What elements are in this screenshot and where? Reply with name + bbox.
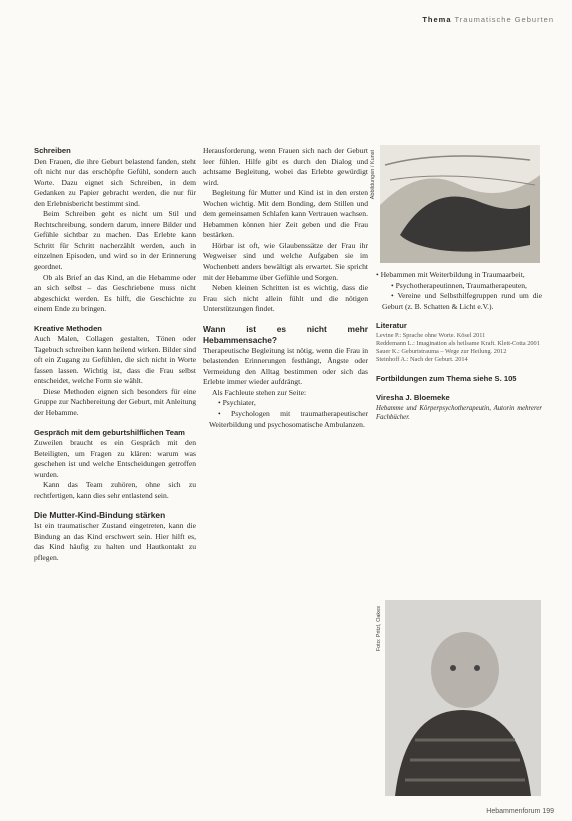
photo-credit: Abbildungen / Kunst [370, 150, 376, 200]
bullet-item: • Psychiater, [218, 398, 256, 408]
literature-list [376, 332, 542, 365]
author-bio: Hebamme und Körperpsychotherapeutin, Autorin mehrerer Fachbücher. [376, 404, 542, 421]
paragraph: Ob als Brief an das Kind, an die Hebamme oder an sich selbst – das Geschriebene muss nicht abgeschickt werden. Es hilft, die Geschichte zu einem Ende zu bringen. [34, 272, 196, 314]
literature-item: Levine P.: Sprache ohne Worte. Kösel 2011 [376, 331, 486, 339]
paragraph: Den Frauen, die ihre Geburt belastend fanden, steht oft nicht nur das erschöpfte Gefühl, sondern auch Worte. Dazu eignet sich Schreiben, in dem Gedanken zu Papier gebracht werden, die nur für den Erlebnisbericht bestimmt sind. [34, 156, 196, 208]
heading-literatur: Literatur [376, 321, 407, 331]
paragraph: Kann das Team zuhören, ohne sich zu rechtfertigen, kann dies sehr entlastend sein. [34, 480, 196, 500]
paragraph: Auch Malen, Collagen gestalten, Tönen oder Tagebuch schreiben kann heilend wirken. Bilder sind oft ein Zugang zu Gefühlen, die sich nicht in Worte fassen lassen. Wichtig ist, dass die Frau selbst entscheidet, welche Form sie wählt. [34, 334, 196, 386]
paragraph: Herausforderung, wenn Frauen sich nach der Geburt leer fühlen. Hilfe gibt es durch den Dialog und achtsame Begleitung, wobei das Erlebte gewürdigt wird. [203, 146, 368, 187]
bullet-item: • Hebammen mit Weiterbildung in Traumaarbeit, [376, 270, 525, 279]
author-name: Viresha J. Bloemeke [376, 393, 450, 402]
paragraph: Beim Schreiben geht es nicht um Stil und Rechtschreibung, sondern darum, innere Bilder und Gefühle sichtbar zu machen. Das Erlebte kann Schritt für Schritt nacherzählt werden, auch in einzelnen Episoden, und wird so in der Erinnerung geordnet. [34, 209, 196, 271]
header-topic: Traumatische Geburten [454, 15, 554, 24]
heading-schreiben: Schreiben [34, 146, 71, 155]
paragraph: Diese Methoden eignen sich besonders für eine Gruppe zur Nachbereitung der Geburt, mit Anleitung der Hebamme. [34, 386, 196, 418]
paragraph: Als Fachleute stehen zur Seite: [212, 387, 307, 397]
paragraph: Hörbar ist oft, wie Glaubenssätze der Frau ihr Wegweiser sind und welche Aufgaben sie im Wochenbett anders bewältigt als erwartet. Sie spricht mit der Hebamme über Gefühle und Sorgen. [203, 240, 368, 282]
column-2 [203, 146, 368, 430]
paragraph: Therapeutische Begleitung ist nötig, wenn die Frau in belastenden Erinnerungen festhängt, Ängste oder Vermeidung den Alltag bestimmen oder sich das Erlebte immer wieder aufdrängt. [203, 345, 368, 387]
literature-item: Sauer K.: Geburtstrauma – Wege zur Heilung. 2012 [376, 348, 507, 356]
artwork-image [380, 145, 540, 263]
bullet-item: • Vereine und Selbsthilfegruppen rund um die Geburt (z. B. Schatten & Licht e.V.). [382, 291, 543, 311]
literature-item: Steinhoff A.: Nach der Geburt. 2014 [376, 356, 468, 364]
heading-gespraech: Gespräch mit dem geburtshilflichen Team [34, 427, 185, 437]
heading-bindung: Die Mutter-Kind-Bindung stärken [34, 510, 166, 521]
baby-photo [385, 600, 541, 796]
page-header [422, 15, 554, 24]
heading-hebammensache: Wann ist es nicht mehr Hebammensache? [203, 323, 368, 345]
photo-credit: Foto: Pritzl, Oakes [376, 606, 382, 652]
literature-item: Reddemann L.: Imagination als heilsame Kraft. Klett-Cotta 2001 [376, 339, 540, 347]
paragraph: Ist ein traumatischer Zustand eingetreten, kann die Bindung an das Kind erschwert sein. Hier hilft es, das Kind häufig zu halten und Hautkontakt zu pflegen. [34, 521, 196, 562]
column-1 [34, 146, 196, 564]
bullet-item: • Psychologen mit traumatherapeutischer Weiterbildung und psychosomatische Ambulanzen. [209, 409, 368, 429]
bullet-item: • Psychotherapeutinnen, Traumatherapeuten, [391, 280, 527, 290]
page-footer: Hebammenforum 199 [486, 808, 554, 815]
column-3 [376, 270, 542, 422]
paragraph: Begleitung für Mutter und Kind ist in den ersten Wochen wichtig. Mit dem Bonding, dem Stillen und dem gemeinsamen Schlafen kann Vertrauen wachsen. Hebammen können hier Zeit geben und die Frau bestärken. [203, 188, 368, 240]
header-theme: Thema [422, 15, 452, 24]
paragraph: Neben kleinen Schritten ist es wichtig, dass die Frau sich nicht allein fühlt und die nötigen Unterstützungen findet. [203, 283, 368, 314]
paragraph: Zuweilen braucht es ein Gespräch mit den Beteiligten, um Fragen zu klären: warum was geschehen ist und welche Entscheidungen getroffen wurden. [34, 438, 196, 479]
heading-fortbildung: Fortbildungen zum Thema siehe S. 105 [376, 373, 517, 383]
heading-kreative: Kreative Methoden [34, 323, 102, 333]
